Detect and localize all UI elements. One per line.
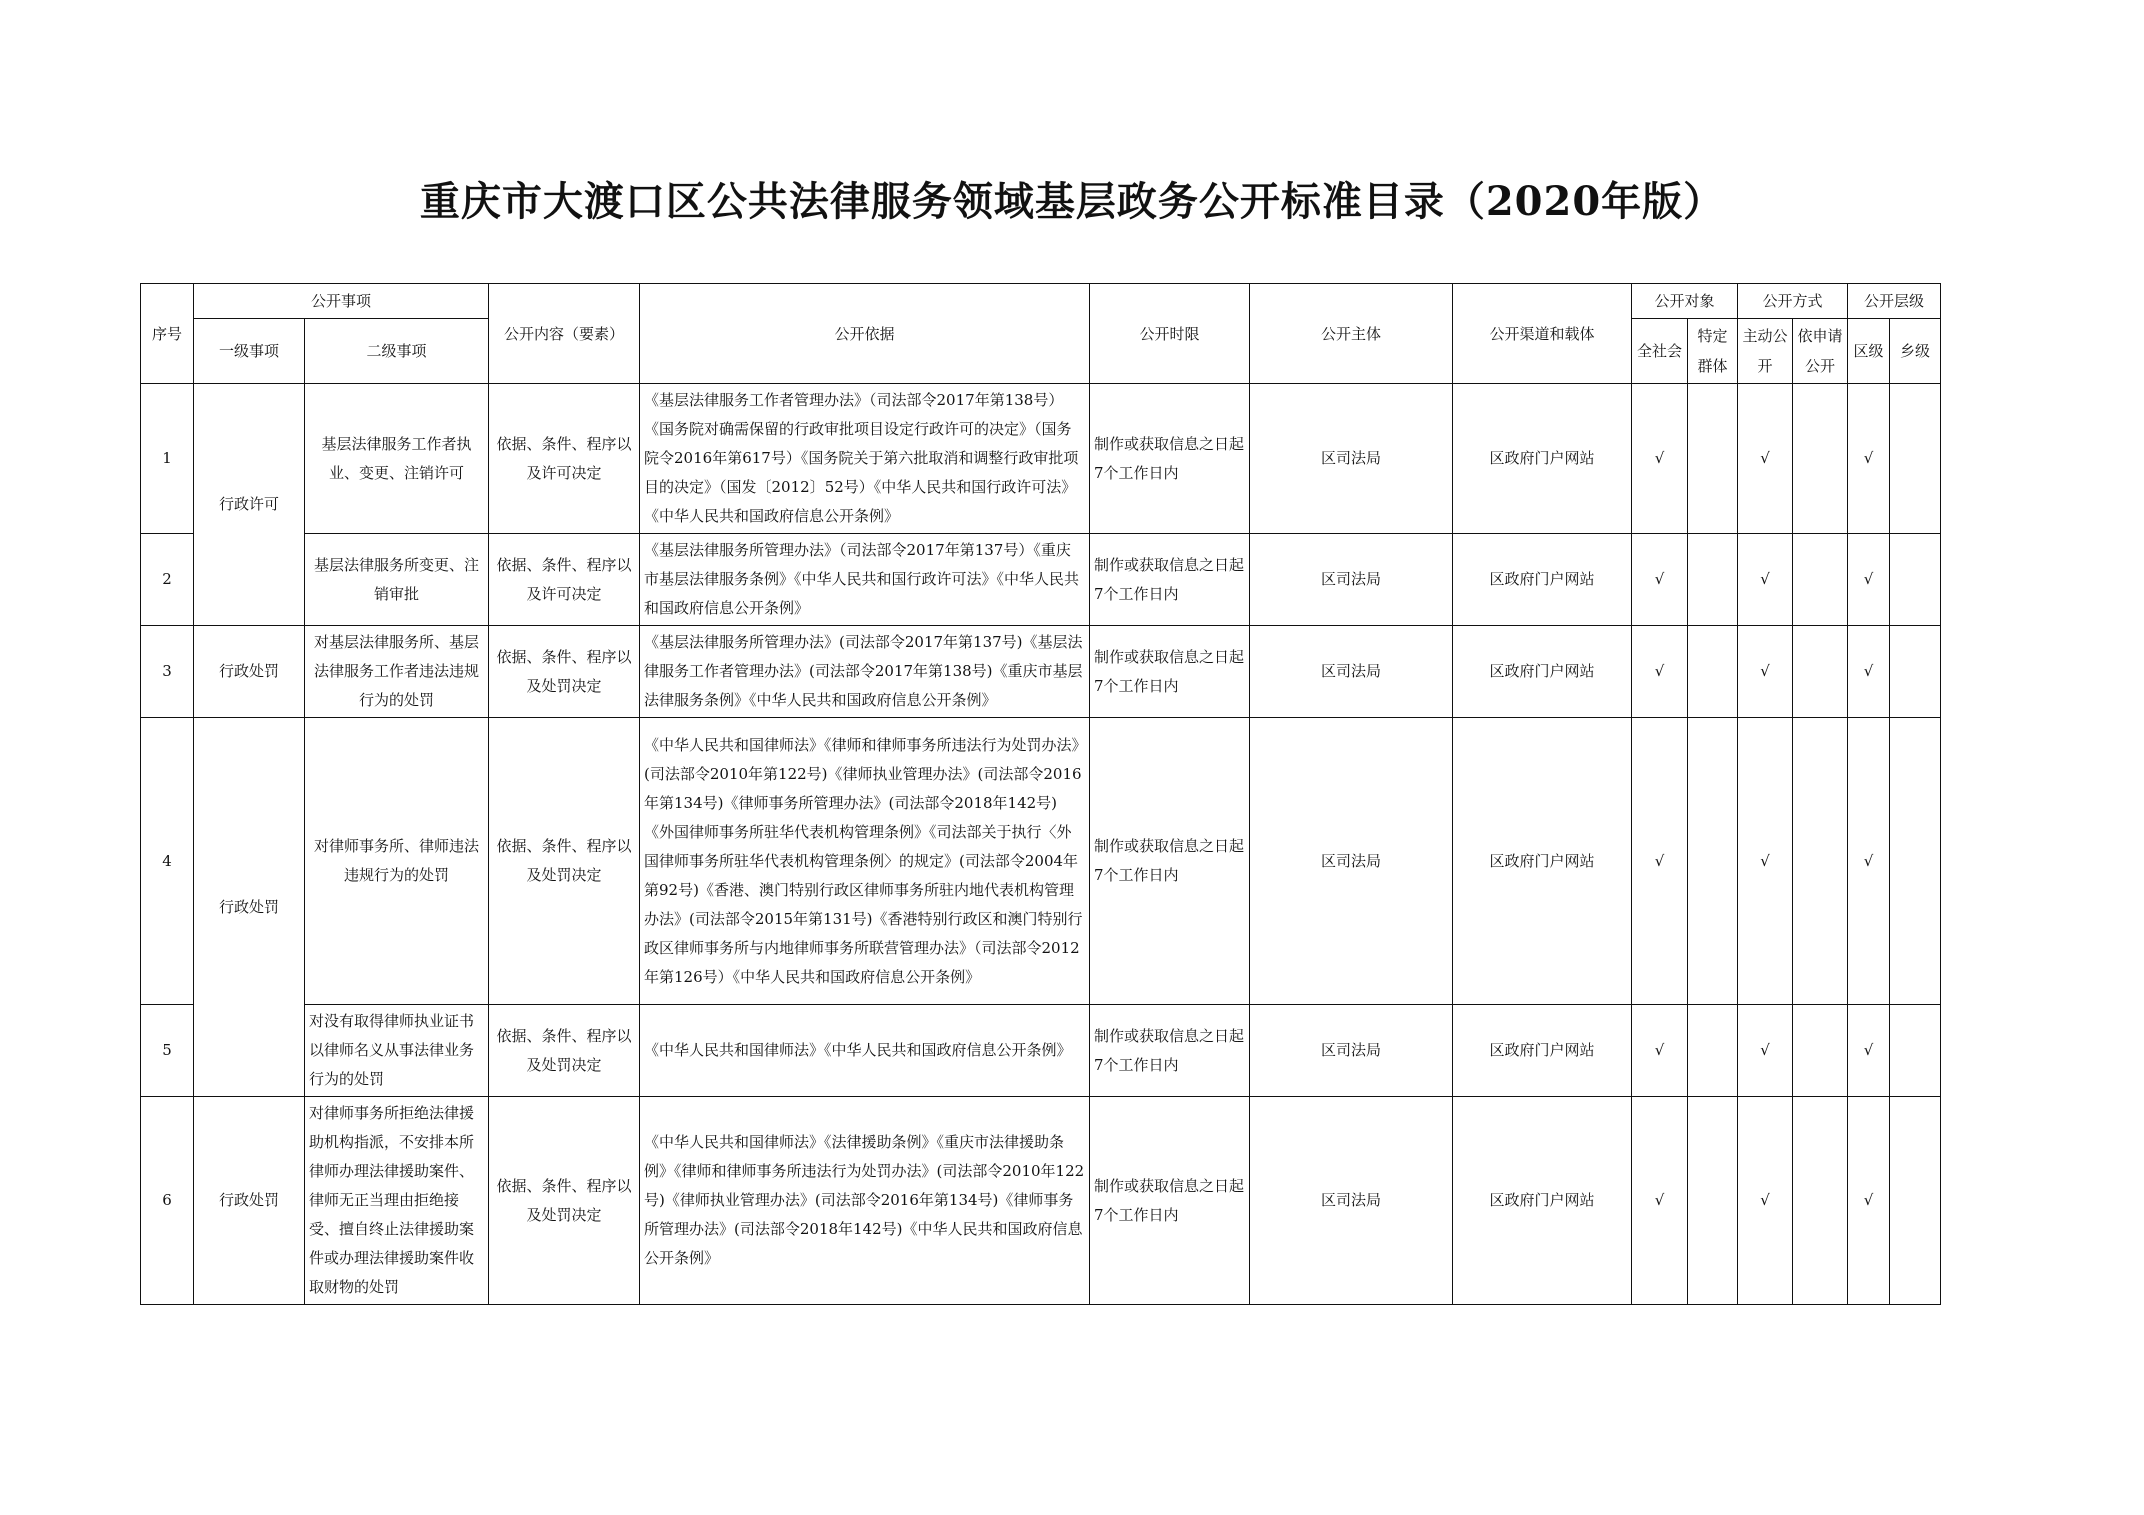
header-subject: 公开主体 bbox=[1250, 284, 1453, 384]
header-audience-group: 公开对象 bbox=[1632, 284, 1738, 319]
cell-content: 依据、条件、程序以及处罚决定 bbox=[489, 1097, 640, 1305]
empty-cell bbox=[1890, 1005, 1941, 1097]
cell-level1: 行政处罚 bbox=[194, 718, 305, 1097]
check-mark: √ bbox=[1848, 1005, 1890, 1097]
cell-basis: 《基层法律服务工作者管理办法》（司法部令2017年第138号）《国务院对确需保留的行政审批项目设定行政许可的决定》（国务院令2016年第617号）《国务院关于第六批取消和调整行政审批项目的决定》（国发〔2012〕52号）《中华人民共和国行政许可法》《中华人民共和国政府信息公开条例》 bbox=[640, 384, 1090, 534]
cell-level2: 对律师事务所、律师违法违规行为的处罚 bbox=[305, 718, 489, 1005]
header-level-district: 区级 bbox=[1848, 319, 1890, 384]
check-mark: √ bbox=[1632, 718, 1688, 1005]
check-mark: √ bbox=[1848, 384, 1890, 534]
check-mark: √ bbox=[1632, 384, 1688, 534]
header-method-group: 公开方式 bbox=[1738, 284, 1848, 319]
empty-cell bbox=[1890, 534, 1941, 626]
cell-subject: 区司法局 bbox=[1250, 534, 1453, 626]
empty-cell bbox=[1890, 626, 1941, 718]
cell-seq: 5 bbox=[141, 1005, 194, 1097]
cell-level2: 基层法律服务所变更、注销审批 bbox=[305, 534, 489, 626]
empty-cell bbox=[1793, 1005, 1848, 1097]
check-mark: √ bbox=[1632, 1097, 1688, 1305]
header-level-township: 乡级 bbox=[1890, 319, 1941, 384]
cell-basis: 《中华人民共和国律师法》《中华人民共和国政府信息公开条例》 bbox=[640, 1005, 1090, 1097]
cell-seq: 4 bbox=[141, 718, 194, 1005]
empty-cell bbox=[1890, 718, 1941, 1005]
cell-seq: 3 bbox=[141, 626, 194, 718]
cell-subject: 区司法局 bbox=[1250, 384, 1453, 534]
empty-cell bbox=[1793, 626, 1848, 718]
cell-time-limit: 制作或获取信息之日起7个工作日内 bbox=[1090, 534, 1250, 626]
cell-level2: 基层法律服务工作者执业、变更、注销许可 bbox=[305, 384, 489, 534]
header-method-active: 主动公开 bbox=[1738, 319, 1793, 384]
check-mark: √ bbox=[1848, 626, 1890, 718]
cell-time-limit: 制作或获取信息之日起7个工作日内 bbox=[1090, 1097, 1250, 1305]
empty-cell bbox=[1688, 718, 1738, 1005]
cell-subject: 区司法局 bbox=[1250, 626, 1453, 718]
cell-content: 依据、条件、程序以及处罚决定 bbox=[489, 718, 640, 1005]
cell-seq: 6 bbox=[141, 1097, 194, 1305]
header-method-apply: 依申请公开 bbox=[1793, 319, 1848, 384]
cell-channel: 区政府门户网站 bbox=[1453, 384, 1632, 534]
cell-basis: 《基层法律服务所管理办法》(司法部令2017年第137号)《基层法律服务工作者管理办法》(司法部令2017年第138号)《重庆市基层法律服务条例》《中华人民共和国政府信息公开条例》 bbox=[640, 626, 1090, 718]
check-mark: √ bbox=[1738, 534, 1793, 626]
cell-time-limit: 制作或获取信息之日起7个工作日内 bbox=[1090, 1005, 1250, 1097]
check-mark: √ bbox=[1738, 718, 1793, 1005]
table-row bbox=[141, 384, 1941, 534]
cell-subject: 区司法局 bbox=[1250, 718, 1453, 1005]
cell-channel: 区政府门户网站 bbox=[1453, 1097, 1632, 1305]
cell-time-limit: 制作或获取信息之日起7个工作日内 bbox=[1090, 626, 1250, 718]
check-mark: √ bbox=[1738, 626, 1793, 718]
cell-seq: 1 bbox=[141, 384, 194, 534]
cell-time-limit: 制作或获取信息之日起7个工作日内 bbox=[1090, 384, 1250, 534]
cell-time-limit: 制作或获取信息之日起7个工作日内 bbox=[1090, 718, 1250, 1005]
cell-level2: 对没有取得律师执业证书以律师名义从事法律业务行为的处罚 bbox=[305, 1005, 489, 1097]
cell-level1: 行政处罚 bbox=[194, 1097, 305, 1305]
cell-level2: 对基层法律服务所、基层法律服务工作者违法违规行为的处罚 bbox=[305, 626, 489, 718]
empty-cell bbox=[1688, 626, 1738, 718]
empty-cell bbox=[1688, 384, 1738, 534]
cell-channel: 区政府门户网站 bbox=[1453, 718, 1632, 1005]
cell-content: 依据、条件、程序以及处罚决定 bbox=[489, 1005, 640, 1097]
header-basis: 公开依据 bbox=[640, 284, 1090, 384]
cell-channel: 区政府门户网站 bbox=[1453, 626, 1632, 718]
table-row bbox=[141, 1097, 1941, 1305]
empty-cell bbox=[1793, 534, 1848, 626]
empty-cell bbox=[1890, 384, 1941, 534]
empty-cell bbox=[1793, 1097, 1848, 1305]
header-level2: 二级事项 bbox=[305, 319, 489, 384]
header-audience-all: 全社会 bbox=[1632, 319, 1688, 384]
cell-subject: 区司法局 bbox=[1250, 1005, 1453, 1097]
header-content: 公开内容（要素） bbox=[489, 284, 640, 384]
header-level-group: 公开层级 bbox=[1848, 284, 1941, 319]
header-seq: 序号 bbox=[141, 284, 194, 384]
empty-cell bbox=[1793, 384, 1848, 534]
cell-content: 依据、条件、程序以及许可决定 bbox=[489, 534, 640, 626]
cell-basis: 《中华人民共和国律师法》《法律援助条例》《重庆市法律援助条例》《律师和律师事务所违法行为处罚办法》(司法部令2010年122号)《律师执业管理办法》(司法部令2016年第134号)《律师事务所管理办法》(司法部令2018年142号)《中华人民共和国政府信息公开条例》 bbox=[640, 1097, 1090, 1305]
check-mark: √ bbox=[1848, 1097, 1890, 1305]
cell-content: 依据、条件、程序以及许可决定 bbox=[489, 384, 640, 534]
cell-level1: 行政许可 bbox=[194, 384, 305, 626]
cell-level2: 对律师事务所拒绝法律援助机构指派，不安排本所律师办理法律援助案件、律师无正当理由拒绝接受、擅自终止法律援助案件或办理法律援助案件收取财物的处罚 bbox=[305, 1097, 489, 1305]
header-level1: 一级事项 bbox=[194, 319, 305, 384]
table-row bbox=[141, 626, 1941, 718]
header-time-limit: 公开时限 bbox=[1090, 284, 1250, 384]
cell-channel: 区政府门户网站 bbox=[1453, 1005, 1632, 1097]
cell-basis: 《基层法律服务所管理办法》（司法部令2017年第137号）《重庆市基层法律服务条例》《中华人民共和国行政许可法》《中华人民共和国政府信息公开条例》 bbox=[640, 534, 1090, 626]
check-mark: √ bbox=[1738, 384, 1793, 534]
cell-basis: 《中华人民共和国律师法》《律师和律师事务所违法行为处罚办法》(司法部令2010年第122号)《律师执业管理办法》(司法部令2016年第134号)《律师事务所管理办法》(司法部令2018年142号)《外国律师事务所驻华代表机构管理条例》《司法部关于执行〈外国律师事务所驻华代表机构管理条例〉的规定》(司法部令2004年第92号)《香港、澳门特别行政区律师事务所驻内地代表机构管理办法》(司法部令2015年第131号)《香港特别行政区和澳门特别行政区律师事务所与内地律师事务所联营管理办法》（司法部令2012年第126号）《中华人民共和国政府信息公开条例》 bbox=[640, 718, 1090, 1005]
empty-cell bbox=[1688, 1005, 1738, 1097]
header-channel: 公开渠道和载体 bbox=[1453, 284, 1632, 384]
catalog-table bbox=[140, 283, 1941, 1305]
check-mark: √ bbox=[1738, 1005, 1793, 1097]
cell-seq: 2 bbox=[141, 534, 194, 626]
empty-cell bbox=[1688, 534, 1738, 626]
check-mark: √ bbox=[1632, 626, 1688, 718]
cell-level1: 行政处罚 bbox=[194, 626, 305, 718]
check-mark: √ bbox=[1848, 534, 1890, 626]
check-mark: √ bbox=[1848, 718, 1890, 1005]
header-items-group: 公开事项 bbox=[194, 284, 489, 319]
table-row bbox=[141, 1005, 1941, 1097]
cell-channel: 区政府门户网站 bbox=[1453, 534, 1632, 626]
empty-cell bbox=[1793, 718, 1848, 1005]
table-row bbox=[141, 534, 1941, 626]
empty-cell bbox=[1688, 1097, 1738, 1305]
cell-content: 依据、条件、程序以及处罚决定 bbox=[489, 626, 640, 718]
check-mark: √ bbox=[1632, 534, 1688, 626]
page-title: 重庆市大渡口区公共法律服务领域基层政务公开标准目录（2020年版） bbox=[419, 178, 1725, 225]
cell-subject: 区司法局 bbox=[1250, 1097, 1453, 1305]
check-mark: √ bbox=[1632, 1005, 1688, 1097]
empty-cell bbox=[1890, 1097, 1941, 1305]
table-row bbox=[141, 718, 1941, 1005]
header-audience-specific: 特定群体 bbox=[1688, 319, 1738, 384]
check-mark: √ bbox=[1738, 1097, 1793, 1305]
